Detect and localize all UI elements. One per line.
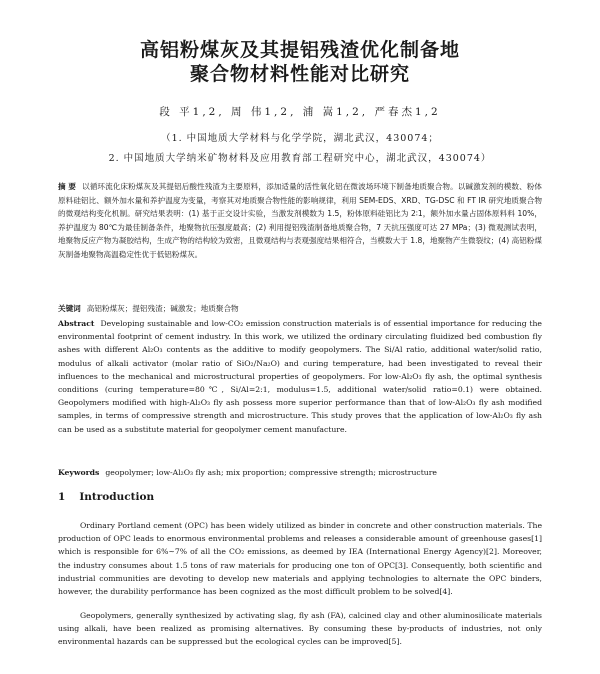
english-abstract — [58, 317, 542, 436]
author-list: 段 平1,2, 周 伟1,2, 浦 嵩1,2, 严春杰1,2 — [159, 106, 441, 118]
chinese-abstract — [58, 180, 542, 261]
english-abstract-text: Developing sustainable and low-CO₂ emission construction materials is of essential importance for reducing the environmental footprint of cement industry. In this work, we utilized the ordinary circulating fluidized bed combustion fly ashes with different Al₂O₃ contents as the additive to modify geopolymers. The Si/Al ratio, additional water/solid ratio, modulus of alkali activator (molar ratio of SiO₂/Na₂O) and curing temperature, had been investigated to reveal their influences to the mechanical and microstructural properties of geopolymers. For low-Al₂O₃ fly ash, the optimal synthesis conditions (curing temperature=80℃, Si/Al=2:1, modulus=1.5, additional water/solid ratio=0.1) were obtained. Geopolymers modified with high-Al₂O₃ fly ash possess more superior performance than that of low-Al₂O₃ fly ash modified samples, in terms of compressive strength and microstructure. This study proves that the application of low-Al₂O₃ fly ash can be used as a substitute material for geopolymer cement manufacture. — [58, 319, 542, 434]
chinese-keywords-text: 高铝粉煤灰；提铝残渣；碱激发；地质聚合物 — [86, 304, 239, 313]
body-paragraph-1: Ordinary Portland cement (OPC) has been widely utilized as binder in concrete and other construction materials. The production of OPC leads to enormous environmental problems and releases a considerable amount of greenhouse gases[1] which is responsible for 6%~7% of all the CO₂ emissions, as deemed by IEA (International Energy Agency)[2]. Moreover, the industry consumes about 1.5 tons of raw materials for producing one ton of OPC[3]. Consequently, both scientific and industrial communities are devoting to develop new materials and applying technologies to alternate the OPC binders, however, the durability performance has been cognized as the most difficult problem to be solved[4]. — [58, 521, 542, 597]
chinese-abstract-label: 摘 要 — [58, 182, 77, 191]
section-title: Introduction — [79, 491, 155, 503]
chinese-keywords — [58, 302, 542, 315]
english-keywords-label: Keywords — [58, 468, 100, 477]
english-abstract-label: Abstract — [58, 319, 95, 328]
english-keywords — [58, 466, 542, 479]
affiliation-line-1: （1. 中国地质大学材料与化学学院，湖北武汉，430074； — [161, 133, 439, 144]
chinese-abstract-text: 以循环流化床粉煤灰及其提铝后酸性残渣为主要原料，添加适量的活性氧化铝在微波场环境下制备地质聚合物。以碱激发剂的模数、粉体原料硅铝比、额外加水量和养护温度为变量，考察其对地质聚合物性能的影响规律，利用 SEM-EDS、XRD、TG-DSC 和 FT IR 研究地质聚合物的微观结构变化机制。研究结果表明：(1) 基于正交设计实验，当激发剂模数为 1.5，粉体原料硅铝比为 2∶1，额外加水量占固体原料料 10%，养护温度为 80℃为最佳制备条件，地聚物抗压强度最高；(2) 利用提铝残渣制备地质聚合物，7 天抗压强度可达 27 MPa；(3) 微观测试表明，地聚物反应产物为凝胶结构，生成产物的结构较为致密，且微观结构与表观强度结果相符合，当模数大于 1.8，地聚物产生微裂纹；(4) 高铝粉煤灰制备地聚物高温稳定性优于低铝粉煤灰。 — [58, 182, 542, 259]
section-number: 1 — [58, 491, 66, 503]
affiliation-line-2: 2. 中国地质大学纳米矿物材料及应用教育部工程研究中心，湖北武汉，430074） — [108, 153, 492, 164]
paper-title-line-2: 聚合物材料性能对比研究 — [189, 63, 410, 85]
section-heading-introduction — [58, 491, 154, 503]
body-paragraph-2: Geopolymers, generally synthesized by activating slag, fly ash (FA), calcined clay and other aluminosilicate materials using alkali, have been realized as promising alternatives. By consuming these by-products of industries, not only environmental hazards can be suppressed but the ecological cycles can be improved[5]. — [58, 611, 542, 647]
paper-title-line-1: 高铝粉煤灰及其提铝残渣优化制备地 — [139, 39, 460, 61]
chinese-keywords-label: 关键词 — [58, 304, 81, 313]
english-keywords-text: geopolymer; low-Al₂O₃ fly ash; mix proportion; compressive strength; microstructure — [105, 468, 437, 477]
